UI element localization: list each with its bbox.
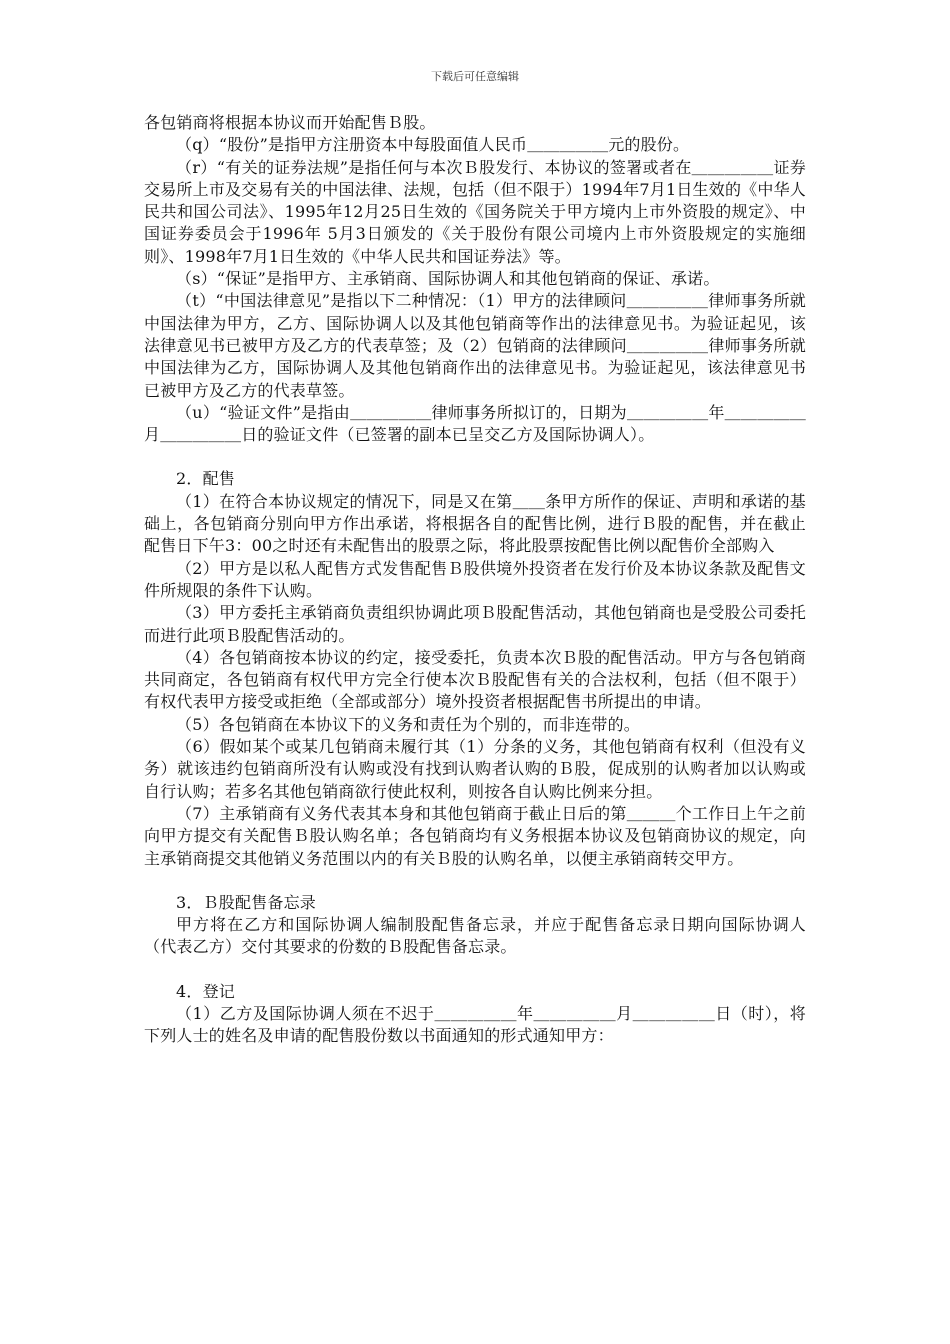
placement-clause-5: （5）各包销商在本协议下的义务和责任为个别的，而非连带的。 bbox=[176, 714, 640, 734]
placement-clause-7: （7）主承销商有义务代表其本身和其他包销商于截止日后的第＿＿＿个工作日上午之前向甲方提交有关配售Ｂ股认购名单；各包销商均有义务根据本协议及包销商协议的规定，向主承销商提交其他销义务范围以内的有关Ｂ股的认购名单，以便主承销商转交甲方。 bbox=[144, 803, 806, 868]
section-heading-placement: 2．配售 bbox=[176, 469, 235, 489]
page-header-note: 下载后可任意编辑 bbox=[431, 70, 519, 83]
section-heading-registration: 4．登记 bbox=[176, 981, 235, 1001]
definition-s: （s）“保证”是指甲方、主承销商、国际协调人和其他包销商的保证、承诺。 bbox=[176, 269, 720, 289]
memorandum-clause: 甲方将在乙方和国际协调人编制股配售备忘录，并应于配售备忘录日期向国际协调人（代表乙方）交付其要求的份数的Ｂ股配售备忘录。 bbox=[144, 915, 806, 957]
placement-clause-4: （4）各包销商按本协议的约定，接受委托，负责本次Ｂ股的配售活动。甲方与各包销商共同商定，各包销商有权代甲方完全行使本次Ｂ股配售有关的合法权利，包括（但不限于）有权代表甲方接受或拒绝（全部或部分）境外投资者根据配售书所提出的申请。 bbox=[144, 647, 806, 712]
definition-t: （t）“中国法律意见”是指以下二种情况：（1）甲方的法律顾问＿＿＿＿＿律师事务所就中国法律为甲方，乙方、国际协调人以及其他包销商等作出的法律意见书。为验证起见，该法律意见书已被甲方及乙方的代表草签；及（2）包销商的法律顾问＿＿＿＿＿律师事务所就中国法律为乙方，国际协调人及其他包销商作出的法律意见书。为验证起见，该法律意见书已被甲方及乙方的代表草签。 bbox=[144, 291, 806, 400]
section-heading-memorandum: 3．Ｂ股配售备忘录 bbox=[176, 892, 316, 912]
definition-q: （q）“股份”是指甲方注册资本中每股面值人民币＿＿＿＿＿元的股份。 bbox=[176, 135, 690, 155]
placement-clause-2: （2）甲方是以私人配售方式发售配售Ｂ股供境外投资者在发行价及本协议条款及配售文件所规限的条件下认购。 bbox=[144, 558, 806, 600]
placement-clause-3: （3）甲方委托主承销商负责组织协调此项Ｂ股配售活动，其他包销商也是受股公司委托而进行此项Ｂ股配售活动的。 bbox=[144, 603, 806, 645]
paragraph-continuation: 各包销商将根据本协议而开始配售Ｂ股。 bbox=[144, 113, 436, 132]
placement-clause-1: （1）在符合本协议规定的情况下，同是又在第＿＿条甲方所作的保证、声明和承诺的基础上，各包销商分别向甲方作出承诺，将根据各自的配售比例，进行Ｂ股的配售，并在截止配售日下午3：00之时还有未配售出的股票之际，将此股票按配售比例以配售价全部购入 bbox=[144, 491, 806, 556]
registration-clause-1: （1）乙方及国际协调人须在不迟于＿＿＿＿＿年＿＿＿＿＿月＿＿＿＿＿日（时），将下列人士的姓名及申请的配售股份数以书面通知的形式通知甲方： bbox=[144, 1003, 806, 1046]
placement-clause-6: （6）假如某个或某几包销商未履行其（1）分条的义务，其他包销商有权利（但没有义务）就该违约包销商所没有认购或没有找到认购者认购的Ｂ股，促成别的认购者加以认购或自行认购；若多名其他包销商欲行使此权利，则按各自认购比例来分担。 bbox=[144, 737, 806, 801]
definition-r: （r）“有关的证券法规”是指任何与本次Ｂ股发行、本协议的签署或者在＿＿＿＿＿证券交易所上市及交易有关的中国法律、法规，包括（但不限于）1994年7月1日生效的《中华人民共和国公司法》、1995年12月25日生效的《国务院关于甲方境内上市外资股的规定》、中国证券委员会于1996年 5月3日颁发的《关于股份有限公司境内上市外资股规定的实施细则》、1998年7月1日生效的《中华人民共和国证券法》等。 bbox=[144, 157, 806, 266]
definition-u: （u）“验证文件”是指由＿＿＿＿＿律师事务所拟订的，日期为＿＿＿＿＿年＿＿＿＿＿月＿＿＿＿＿日的验证文件（已签署的副本已呈交乙方及国际协调人）。 bbox=[144, 402, 806, 445]
document-body bbox=[144, 112, 806, 1048]
